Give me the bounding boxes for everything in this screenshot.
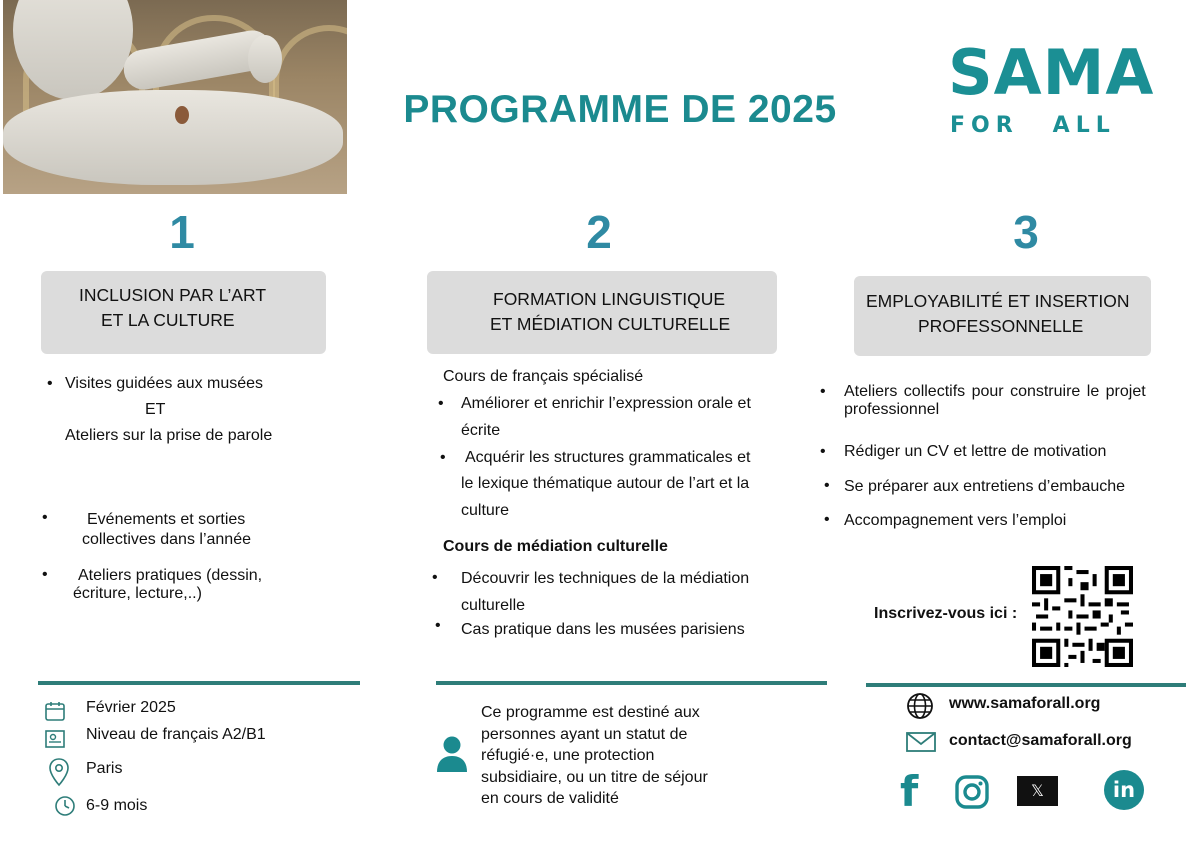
col2-item: le lexique thématique autour de l’art et la — [461, 475, 750, 492]
audience-line: en cours de validité — [481, 790, 619, 807]
bullet-dot: • — [820, 383, 826, 400]
col2-item: écrite — [461, 422, 501, 439]
col3-item: Accompagnement vers l’emploi — [844, 512, 1067, 529]
bullet-dot: • — [820, 443, 826, 460]
col2-intro: Cours de français spécialisé — [443, 368, 644, 385]
audience-line: subsidiaire, ou un titre de séjour — [481, 768, 708, 786]
bullet-dot: • — [435, 617, 441, 634]
bullet-dot: • — [47, 375, 53, 392]
column-3-number: 3 — [1013, 206, 1039, 258]
col2-sub-item: Cas pratique dans les musées parisiens — [461, 621, 745, 638]
column-1-heading-line2: ET LA CULTURE — [101, 310, 235, 330]
logo-word: SAMA — [948, 36, 1155, 109]
column-3-heading-line2: PROFESSONNELLE — [918, 316, 1084, 336]
col2-item: Acquérir les structures grammaticales et — [465, 449, 751, 466]
qr-code[interactable] — [1032, 566, 1133, 667]
audience-line: Ce programme est destiné aux — [481, 704, 700, 721]
location-pin-icon — [48, 757, 70, 787]
facebook-icon[interactable]: f — [900, 767, 919, 816]
globe-icon — [905, 691, 935, 721]
col1-item: écriture, lecture,..) — [73, 585, 202, 602]
col1-item: Ateliers pratiques (dessin, — [78, 567, 263, 584]
audience-text — [481, 702, 708, 810]
info-level: Niveau de français A2/B1 — [86, 726, 266, 743]
col1-item: Visites guidées aux musées — [65, 375, 264, 392]
col2-item: culture — [461, 502, 510, 519]
logo-subtitle — [950, 113, 1140, 138]
website-link[interactable]: www.samaforall.org — [949, 695, 1101, 712]
bullet-dot: • — [438, 395, 444, 412]
instagram-icon[interactable] — [954, 774, 990, 810]
logo-sub-right: ALL — [1052, 113, 1116, 138]
column-2-heading-box — [427, 271, 777, 354]
column-1-heading-box — [41, 271, 326, 354]
bullet-dot: • — [42, 509, 48, 526]
col1-item: ET — [145, 401, 166, 418]
bullet-dot: • — [42, 566, 48, 583]
column-2-heading-line2: ET MÉDIATION CULTURELLE — [490, 314, 731, 334]
certificate-icon — [44, 728, 66, 750]
bullet-dot: • — [440, 449, 446, 466]
col3-item: Se préparer aux entretiens d’embauche — [844, 478, 1126, 495]
bullet-dot: • — [824, 477, 830, 494]
bullet-dot: • — [432, 569, 438, 586]
email-link[interactable]: contact@samaforall.org — [949, 732, 1132, 749]
bullet-dot: • — [824, 511, 830, 528]
person-icon — [435, 735, 469, 773]
signup-label: Inscrivez-vous ici : — [874, 605, 1018, 622]
sama-for-all-logo — [940, 36, 1155, 148]
divider — [38, 681, 360, 685]
col2-item: Améliorer et enrichir l’expression orale et — [461, 395, 751, 412]
envelope-icon — [905, 731, 937, 753]
info-date: Février 2025 — [86, 699, 176, 716]
x-twitter-icon[interactable]: 𝕏 — [1017, 776, 1058, 806]
audience-line: personnes ayant un statut de — [481, 725, 688, 743]
column-2-number: 2 — [586, 206, 612, 258]
col1-item: Evénements et sorties — [87, 511, 246, 528]
col3-item: professionnel — [844, 401, 940, 418]
col1-item: Ateliers sur la prise de parole — [65, 427, 273, 444]
linkedin-icon[interactable]: in — [1104, 770, 1144, 810]
column-2-heading-line1: FORMATION LINGUISTIQUE — [493, 289, 726, 309]
column-3-heading-box — [854, 276, 1151, 356]
column-1-heading-line1: INCLUSION PAR L’ART — [79, 285, 267, 305]
divider — [866, 683, 1186, 687]
col3-item: Rédiger un CV et lettre de motivation — [844, 443, 1107, 460]
col1-item: collectives dans l’année — [82, 531, 251, 548]
col2-sub-heading: Cours de médiation culturelle — [443, 538, 668, 555]
column-1-number: 1 — [169, 206, 195, 258]
calendar-icon — [44, 700, 66, 722]
col2-sub-item: culturelle — [461, 597, 526, 614]
info-place: Paris — [86, 760, 123, 777]
clock-icon — [54, 795, 76, 817]
info-duration: 6-9 mois — [86, 797, 148, 814]
page-title: PROGRAMME DE 2025 — [403, 88, 837, 131]
col3-item: Ateliers collectifs pour construire le projet — [844, 383, 1146, 400]
museum-statue-photo — [3, 0, 347, 194]
logo-sub-left: FOR — [950, 113, 1019, 138]
col2-sub-item: Découvrir les techniques de la médiation — [461, 570, 750, 587]
divider — [436, 681, 827, 685]
column-3-heading-line1: EMPLOYABILITÉ ET INSERTION — [866, 291, 1130, 311]
audience-line: réfugié·e, une protection — [481, 747, 655, 764]
